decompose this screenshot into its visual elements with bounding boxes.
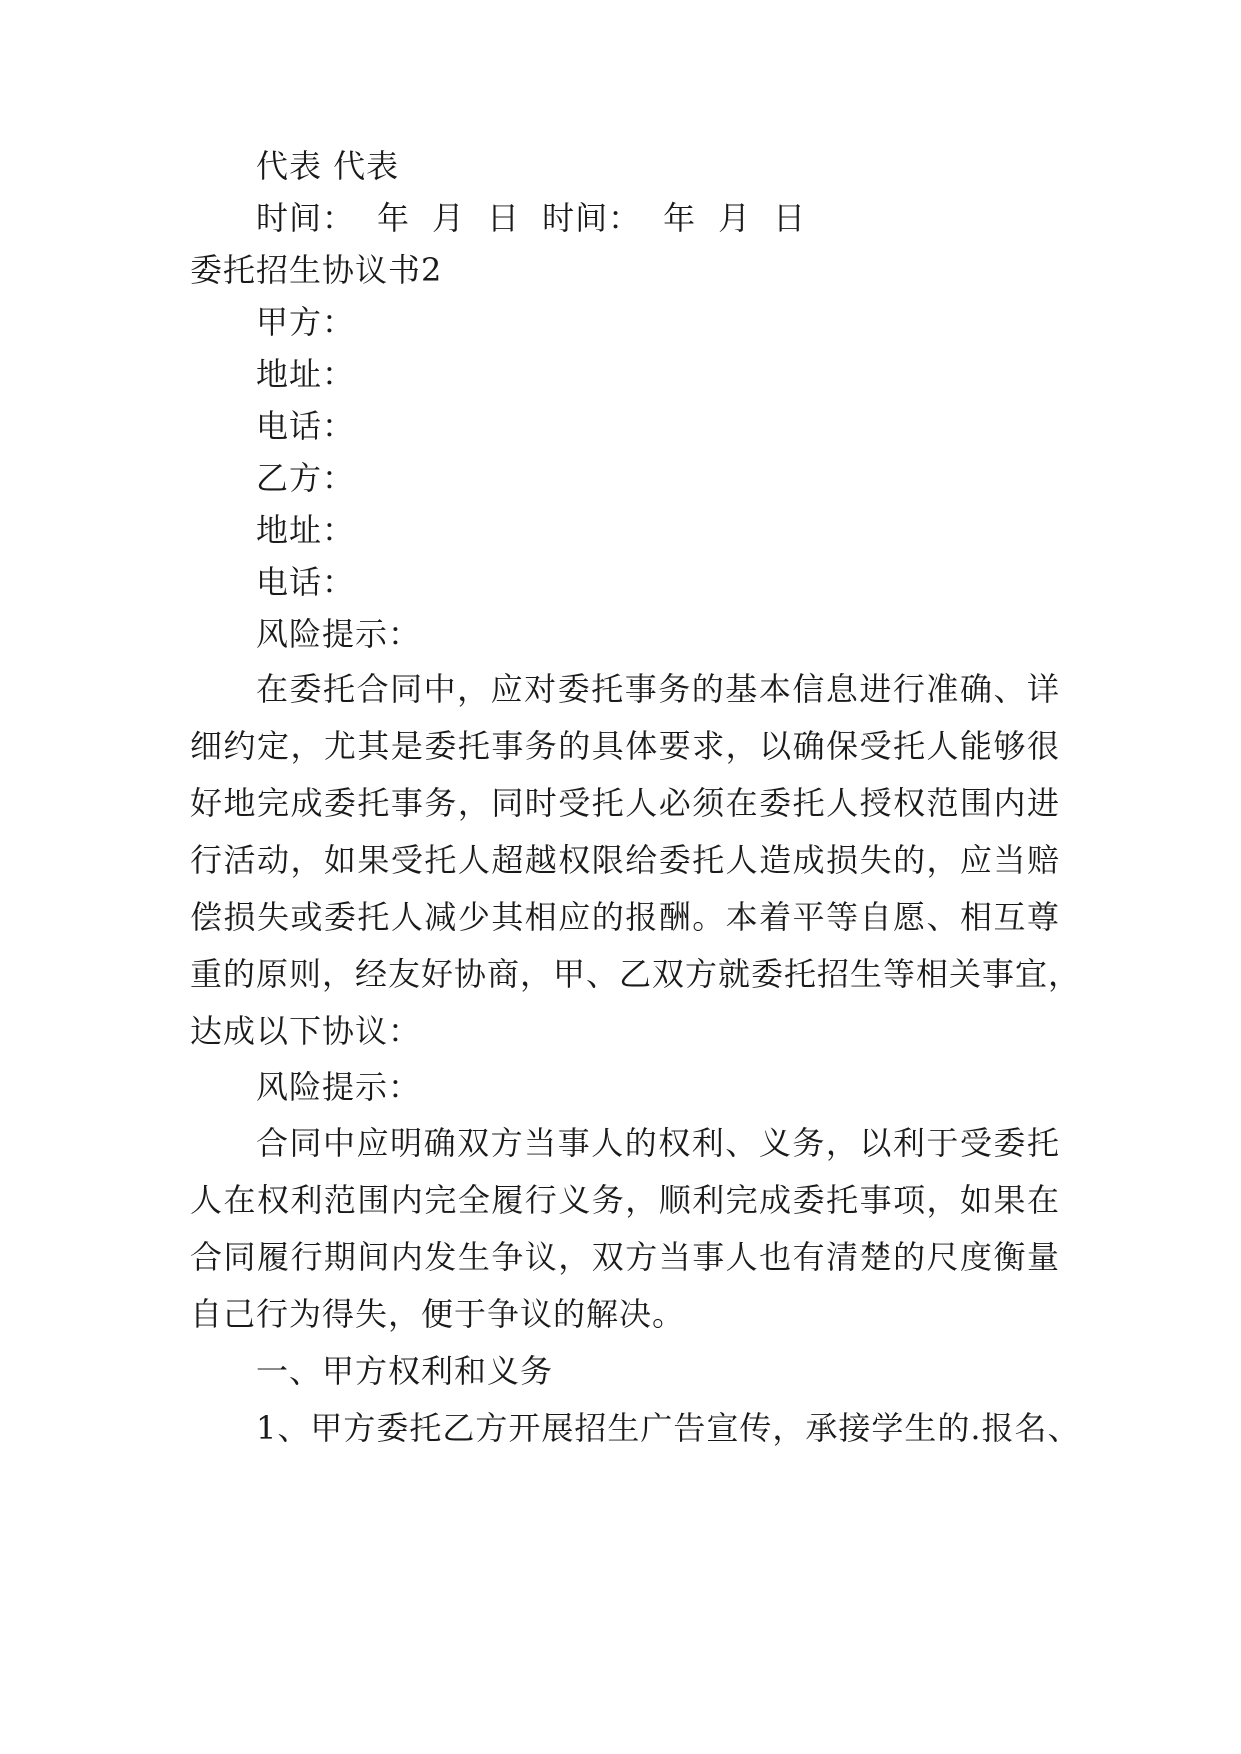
party-a-address-label: 地址： <box>256 355 356 393</box>
paragraph-line: 细约定，尤其是委托事务的具体要求，以确保受托人能够很 <box>190 727 1060 765</box>
section-item: 1、甲方委托乙方开展招生广告宣传，承接学生的.报名、 <box>256 1409 1081 1447</box>
signature-date-line <box>256 189 1126 247</box>
paragraph-line: 合同中应明确双方当事人的权利、义务，以利于受委托 <box>256 1124 1060 1162</box>
year-label: 年 <box>663 199 697 237</box>
paragraph-line: 重的原则，经友好协商，甲、乙双方就委托招生等相关事宜， <box>190 955 1082 993</box>
party-a-label: 甲方： <box>256 303 356 341</box>
paragraph-line: 好地完成委托事务，同时受托人必须在委托人授权范围内进 <box>190 784 1060 822</box>
document-title: 委托招生协议书2 <box>190 251 443 289</box>
month-label: 月 <box>718 199 752 237</box>
risk-heading: 风险提示： <box>256 615 422 653</box>
day-label: 日 <box>773 199 807 237</box>
year-label: 年 <box>377 199 411 237</box>
risk-heading: 风险提示： <box>256 1068 422 1106</box>
month-label: 月 <box>432 199 466 237</box>
party-b-address-label: 地址： <box>256 511 356 549</box>
paragraph-line: 在委托合同中，应对委托事务的基本信息进行准确、详 <box>256 670 1060 708</box>
paragraph-line: 行活动，如果受托人超越权限给委托人造成损失的，应当赔 <box>190 841 1060 879</box>
paragraph-line: 自己行为得失，便于争议的解决。 <box>190 1295 686 1333</box>
day-label: 日 <box>487 199 521 237</box>
paragraph-line: 偿损失或委托人减少其相应的报酬。本着平等自愿、相互尊 <box>190 898 1060 936</box>
representatives-line: 代表 代表 <box>256 147 400 185</box>
paragraph-line: 合同履行期间内发生争议，双方当事人也有清楚的尺度衡量 <box>190 1238 1060 1276</box>
paragraph-line: 人在权利范围内完全履行义务，顺利完成委托事项，如果在 <box>190 1181 1060 1219</box>
party-b-label: 乙方： <box>256 459 356 497</box>
time-label: 时间： <box>542 199 642 237</box>
party-b-phone-label: 电话： <box>256 563 356 601</box>
section-heading: 一、甲方权利和义务 <box>256 1352 554 1390</box>
party-a-phone-label: 电话： <box>256 407 356 445</box>
paragraph-line: 达成以下协议： <box>190 1012 422 1050</box>
time-label: 时间： <box>256 199 356 237</box>
